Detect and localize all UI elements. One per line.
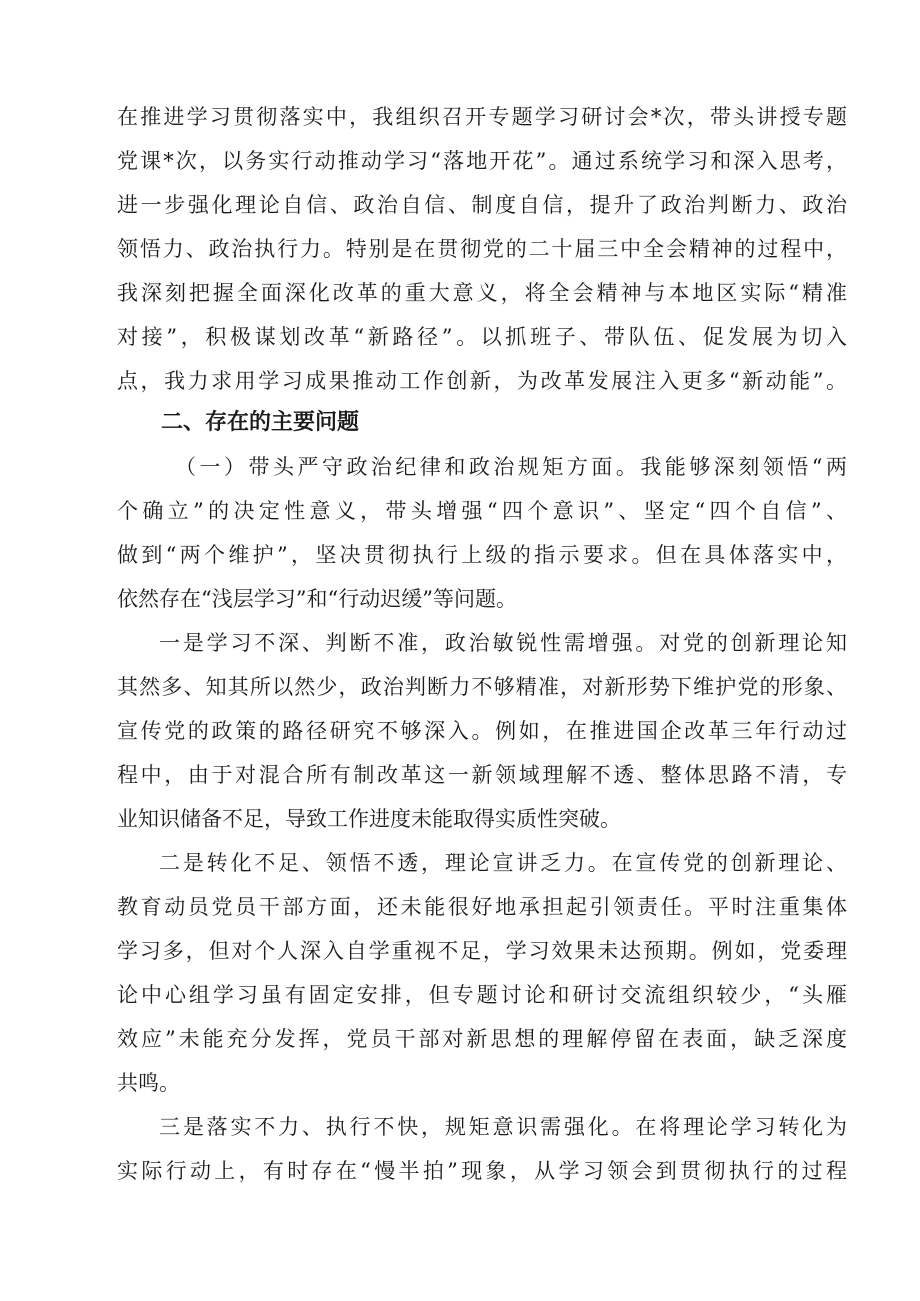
paragraph-line: 对接”，积极谋划改革“新路径”。以抓班子、带队伍、促发展为切入 <box>117 325 847 349</box>
section-heading: 二、存在的主要问题 <box>161 410 360 435</box>
paragraph-line: 依然存在“浅层学习”和“行动迟缓”等问题。 <box>117 587 517 611</box>
paragraph-line: 做到“两个维护”，坚决贯彻执行上级的指示要求。但在具体落实中， <box>117 543 847 567</box>
paragraph-line: 论中心组学习虽有固定安排，但专题讨论和研讨交流组织较少，“头雁 <box>117 983 847 1007</box>
paragraph-line: 程中，由于对混合所有制改革这一新领域理解不透、整体思路不清，专 <box>117 763 847 787</box>
paragraph-line: 实际行动上，有时存在“慢半拍”现象，从学习领会到贯彻执行的过程 <box>117 1159 847 1183</box>
paragraph-line: 效应”未能充分发挥，党员干部对新思想的理解停留在表面，缺乏深度 <box>117 1027 847 1051</box>
paragraph-line: 在推进学习贯彻落实中，我组织召开专题学习研讨会*次，带头讲授专题 <box>117 105 847 129</box>
paragraph-line: 三是落实不力、执行不快，规矩意识需强化。在将理论学习转化为 <box>159 1115 847 1139</box>
paragraph-line: 进一步强化理论自信、政治自信、制度自信，提升了政治判断力、政治 <box>117 193 847 217</box>
paragraph-line: 一是学习不深、判断不准，政治敏锐性需增强。对党的创新理论知 <box>159 631 847 655</box>
paragraph-line: 我深刻把握全面深化改革的重大意义，将全会精神与本地区实际“精准 <box>117 281 847 305</box>
paragraph-line: 学习多，但对个人深入自学重视不足，学习效果未达预期。例如，党委理 <box>117 939 847 963</box>
paragraph-line: 个确立”的决定性意义，带头增强“四个意识”、坚定“四个自信”、 <box>117 499 847 523</box>
paragraph-line: 党课*次，以务实行动推动学习“落地开花”。通过系统学习和深入思考， <box>117 149 847 173</box>
paragraph-line: 二是转化不足、领悟不透，理论宣讲乏力。在宣传党的创新理论、 <box>159 851 847 875</box>
paragraph-line: 宣传党的政策的路径研究不够深入。例如，在推进国企改革三年行动过 <box>117 719 847 743</box>
paragraph-line: 共鸣。 <box>117 1071 180 1095</box>
paragraph-line: 领悟力、政治执行力。特别是在贯彻党的二十届三中全会精神的过程中， <box>117 237 847 261</box>
paragraph-line: 业知识储备不足，导致工作进度未能取得实质性突破。 <box>117 807 621 831</box>
paragraph-line: 教育动员党员干部方面，还未能很好地承担起引领责任。平时注重集体 <box>117 895 847 919</box>
paragraph-line: （一）带头严守政治纪律和政治规矩方面。我能够深刻领悟“两 <box>175 455 847 479</box>
paragraph-line: 其然多、知其所以然少，政治判断力不够精准，对新形势下维护党的形象、 <box>117 675 847 699</box>
paragraph-line: 点，我力求用学习成果推动工作创新，为改革发展注入更多“新动能”。 <box>117 369 847 393</box>
